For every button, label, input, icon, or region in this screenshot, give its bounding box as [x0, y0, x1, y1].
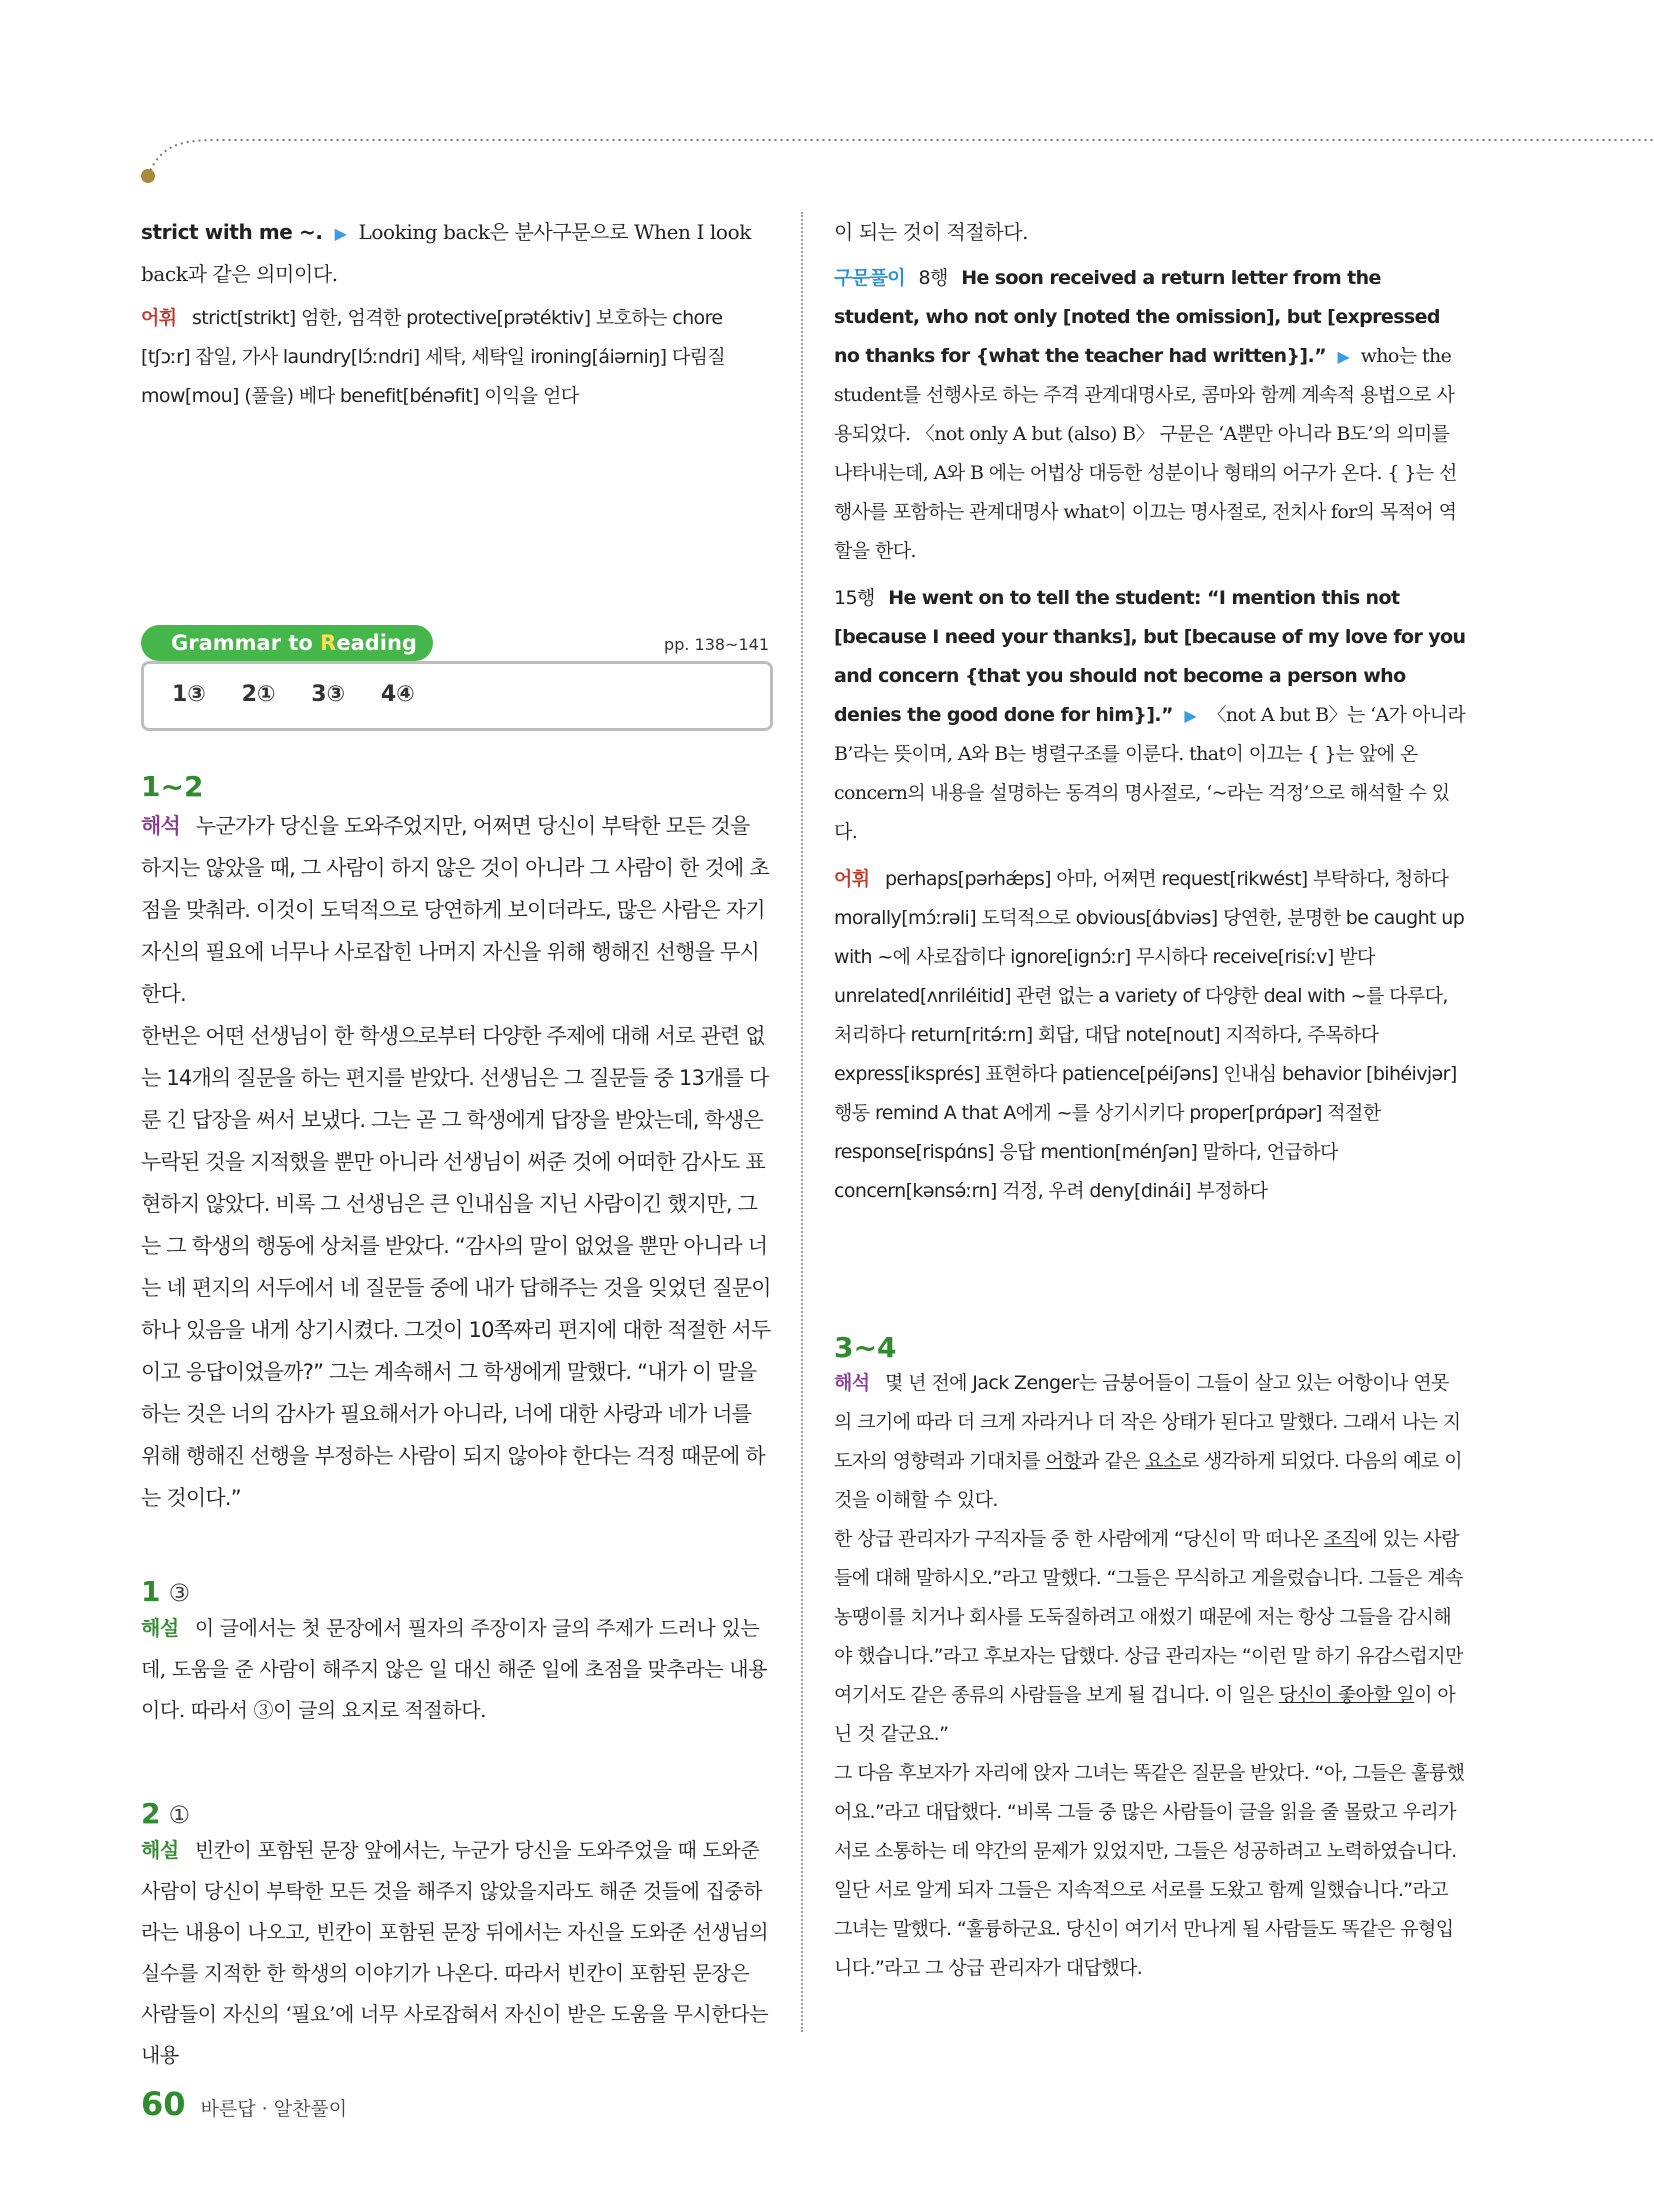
vocab-label: 어휘 — [141, 307, 177, 329]
syntax-label: 구문풀이 — [834, 267, 906, 289]
translation-text: 로 생각하게 되었다. 다음의 예로 이것을 이해할 수 있다. — [834, 1450, 1463, 1511]
explanation-label: 해설 — [141, 1838, 179, 1862]
explanation-text: 이 글에서는 첫 문장에서 필자의 주장이자 글의 주제가 드러나 있는데, 도움을 준 사람이 해주지 않은 일 대신 해준 일에 초점을 맞추라는 내용이다. 따라서 ③이 글의 요지로 적절하다. — [141, 1616, 768, 1722]
question-answer: ① — [168, 1801, 190, 1829]
translation-text: 에 있는 사람들에 대해 말하시오.”라고 말했다. “그들은 무식하고 게을렀습니다. 그들은 계속 농땡이를 치거나 회사를 도둑질하려고 애썼기 때문에 저는 항상 그들을 감시해야 했습니다.”라고 후보자는 답했다. 상급 관리자는 “이런 말 하기 유감스럽지만 여기서도 같은 종류의 사람들을 보게 될 겁니다. 이 일은 — [834, 1528, 1463, 1706]
translation-block-2 — [834, 1364, 1466, 1520]
page-range: pp. 138~141 — [664, 635, 769, 654]
answer-key-box — [141, 661, 773, 731]
section-heading-3-4: 3~4 — [834, 1331, 897, 1364]
continued-line: 이 되는 것이 적절하다. — [834, 220, 1029, 244]
underlined-word: 어항 — [1045, 1450, 1082, 1472]
badge-text-a: Grammar to — [171, 631, 321, 655]
question-answer: ③ — [168, 1579, 190, 1607]
translation-paragraph-1: 누군가가 당신을 도와주었지만, 어쩌면 당신이 부탁한 모든 것을 하지는 않았을 때, 그 사람이 하지 않은 것이 아니라 그 사람이 한 것에 초점을 맞춰라. 이것이 도덕적으로 당연하게 보이더라도, 많은 사람은 자기 자신의 필요에 너무나 사로잡힌 나머지 자신을 위해 행해진 선행을 무시한다. — [141, 814, 769, 1006]
continued-phrase: strict with me ~. — [141, 220, 323, 244]
line-ref: 15행 — [834, 587, 875, 609]
vocab-label: 어휘 — [834, 868, 870, 890]
vocab-block-2 — [834, 860, 1466, 1211]
grammar-to-reading-box — [141, 625, 773, 735]
translation-text: 한 상급 관리자가 구직자들 중 한 사람에게 “당신이 막 떠나온 — [834, 1528, 1324, 1550]
question-1-explanation — [141, 1608, 773, 1731]
syntax-note-2 — [834, 579, 1466, 852]
page-number: 60 — [141, 2085, 186, 2123]
translation-text: 몇 년 전에 Jack Zenger는 금붕어들이 그들이 살고 있는 어항이나 연못의 크기에 따라 더 크게 자라거나 더 작은 상태가 된다고 말했다. 그래서 나는 지도자의 영향력과 기대치를 — [834, 1372, 1461, 1472]
continued-text: Looking back은 분사구문으로 When I look back과 같은 의미이다. — [141, 220, 751, 286]
syntax-korean: who는 the student를 선행사로 하는 주격 관계대명사로, 콤마와 함께 계속적 용법으로 사용되었다. 〈not only A but (also) B〉 구문은 ‘A뿐만 아니라 B도’의 의미를 나타내는데, A와 B 에는 어법상 대등한 성분이나 형태의 어구가 온다. { }는 선행사를 포함하는 관계대명사 what이 이끄는 명사절로, 전치사 for의 목적어 역할을 한다. — [834, 345, 1457, 562]
answer-3: 3③ — [311, 682, 346, 707]
vocab-text: perhaps[pərhǽps] 아마, 어쩌면 request[rikwést] 부탁하다, 청하다 morally[mɔ́ːrəli] 도덕적으로 obvious[ɑ́bviəs] 당연한, 분명한 be caught up with ~에 사로잡히다 ignore[ignɔ́ːr] 무시하다 receive[risíːv] 받다 unrelated[ʌnriléitid] 관련 없는 a variety of 다양한 deal with ~를 다루다, 처리하다 return[ritə́ːrn] 회답, 대답 note[nout] 지적하다, 주목하다 express[iksprés] 표현하다 patience[péiʃəns] 인내심 behavior [bihéivjər] 행동 remind A that A에게 ~를 상기시키다 proper[prɑ́pər] 적절한 response[rispɑ́ns] 응답 mention[ménʃən] 말하다, 언급하다 concern[kənsə́ːrn] 걱정, 우려 deny[dinái] 부정하다 — [834, 868, 1465, 1202]
translation-paragraph-2: 한번은 어떤 선생님이 한 학생으로부터 다양한 주제에 대해 서로 관련 없는 14개의 질문을 하는 편지를 받았다. 선생님은 그 질문들 중 13개를 다룬 긴 답장을 써서 보냈다. 그는 곧 그 학생에게 답장을 받았는데, 학생은 누락된 것을 지적했을 뿐만 아니라 선생님이 써준 것에 어떠한 감사도 표현하지 않았다. 비록 그 선생님은 큰 인내심을 지닌 사람이긴 했지만, 그는 그 학생의 행동에 상처를 받았다. “감사의 말이 없었을 뿐만 아니라 너는 네 편지의 서두에서 네 질문들 중에 내가 답해주는 것을 잊었던 질문이 하나 있음을 내게 상기시켰다. 그것이 10쪽짜리 편지에 대한 적절한 서두이고 응답이었을까?” 그는 계속해서 그 학생에게 말했다. “내가 이 말을 하는 것은 너의 감사가 필요해서가 아니라, 너에 대한 사랑과 네가 너를 위해 행해진 선행을 부정하는 사람이 되지 않아야 한다는 걱정 때문에 하는 것이다.” — [141, 1024, 771, 1510]
grammar-to-reading-badge — [141, 625, 433, 661]
vocab-text: strict[strikt] 엄한, 엄격한 protective[prətéktiv] 보호하는 chore [tʃɔːr] 잡일, 가사 laundry[lɔ́ːndri] 세탁, 세탁일 ironing[áiərniŋ] 다림질 mow[mou] (풀을) 베다 benefit[bénəfit] 이익을 얻다 — [141, 307, 726, 407]
triangle-arrow-icon: ▶ — [334, 224, 347, 243]
answer-1: 1③ — [172, 682, 206, 707]
underlined-word: 당신이 좋아할 일 — [1279, 1684, 1415, 1706]
question-2-heading — [141, 1797, 773, 1830]
translation-block — [141, 805, 773, 1015]
column-divider — [801, 212, 803, 2032]
right-column — [834, 212, 1466, 1988]
section-heading-1-2: 1~2 — [141, 770, 204, 803]
syntax-english: He soon received a return letter from the student, who not only [noted the omission], but [expressed no thanks for {what the teacher had written}].” — [834, 267, 1440, 367]
translation-paragraph-2 — [834, 1520, 1466, 1754]
question-number: 2 — [141, 1797, 161, 1830]
left-column — [141, 212, 773, 416]
book-title: 바른답 · 알찬풀이 — [200, 2098, 348, 2120]
badge-text-c: eading — [336, 631, 417, 655]
page-footer — [141, 2085, 347, 2123]
continued-explanation — [141, 212, 773, 295]
underlined-word: 조직 — [1323, 1528, 1360, 1550]
badge-text-accent: R — [320, 631, 337, 655]
underlined-word: 요소 — [1145, 1450, 1181, 1472]
triangle-arrow-icon: ▶ — [1337, 347, 1350, 366]
translation-text: 과 같은 — [1081, 1450, 1146, 1472]
answer-4: 4④ — [380, 682, 415, 707]
syntax-korean: 〈not A but B〉는 ‘A가 아니라 B’라는 뜻이며, A와 B는 병렬구조를 이룬다. that이 이끄는 { }는 앞에 온 concern의 내용을 설명하는 동격의 명사절로, ‘~라는 걱정’으로 해석할 수 있다. — [834, 704, 1466, 843]
dotted-curve-decoration — [138, 128, 1654, 188]
vocab-block-1 — [141, 299, 773, 416]
line-ref: 8행 — [918, 267, 948, 289]
triangle-arrow-icon: ▶ — [1184, 706, 1197, 725]
left-column-body — [141, 770, 773, 2076]
explanation-text: 빈칸이 포함된 문장 앞에서는, 누군가 당신을 도와주었을 때 도와준 사람이 당신이 부탁한 모든 것을 해주지 않았을지라도 해준 것들에 집중하라는 내용이 나오고, 빈칸이 포함된 문장 뒤에서는 자신을 도와준 선생님의 실수를 지적한 한 학생의 이야기가 나온다. 따라서 빈칸이 포함된 문장은 사람들이 자신의 ‘필요’에 너무 사로잡혀서 자신이 받은 도움을 무시한다는 내용 — [141, 1838, 769, 2067]
syntax-english: He went on to tell the student: “I mention this not [because I need your thanks], but [because of my love for you and concern {that you should not become a person who denies the good done for him}].” — [834, 587, 1466, 726]
explanation-label: 해설 — [141, 1616, 179, 1640]
question-2-explanation — [141, 1830, 773, 2076]
answer-2: 2① — [241, 682, 276, 707]
translation-paragraph-3: 그 다음 후보자가 자리에 앉자 그녀는 똑같은 질문을 받았다. “아, 그들은 훌륭했어요.”라고 대답했다. “비록 그들 중 많은 사람들이 글을 읽을 줄 몰랐고 우리가 서로 소통하는 데 약간의 문제가 있었지만, 그들은 성공하려고 노력하였습니다. 일단 서로 알게 되자 그들은 지속적으로 서로를 도왔고 함께 일했습니다.”라고 그녀는 말했다. “훌륭하군요. 당신이 여기서 만나게 될 사람들도 똑같은 유형입니다.”라고 그 상급 관리자가 대답했다. — [834, 1762, 1465, 1979]
syntax-note-1 — [834, 259, 1466, 571]
question-number: 1 — [141, 1575, 161, 1608]
translation-label: 해석 — [834, 1372, 870, 1394]
translation-label: 해석 — [141, 814, 180, 838]
translation-text: 이 아닌 것 같군요.” — [834, 1684, 1456, 1745]
question-1-heading — [141, 1575, 773, 1608]
